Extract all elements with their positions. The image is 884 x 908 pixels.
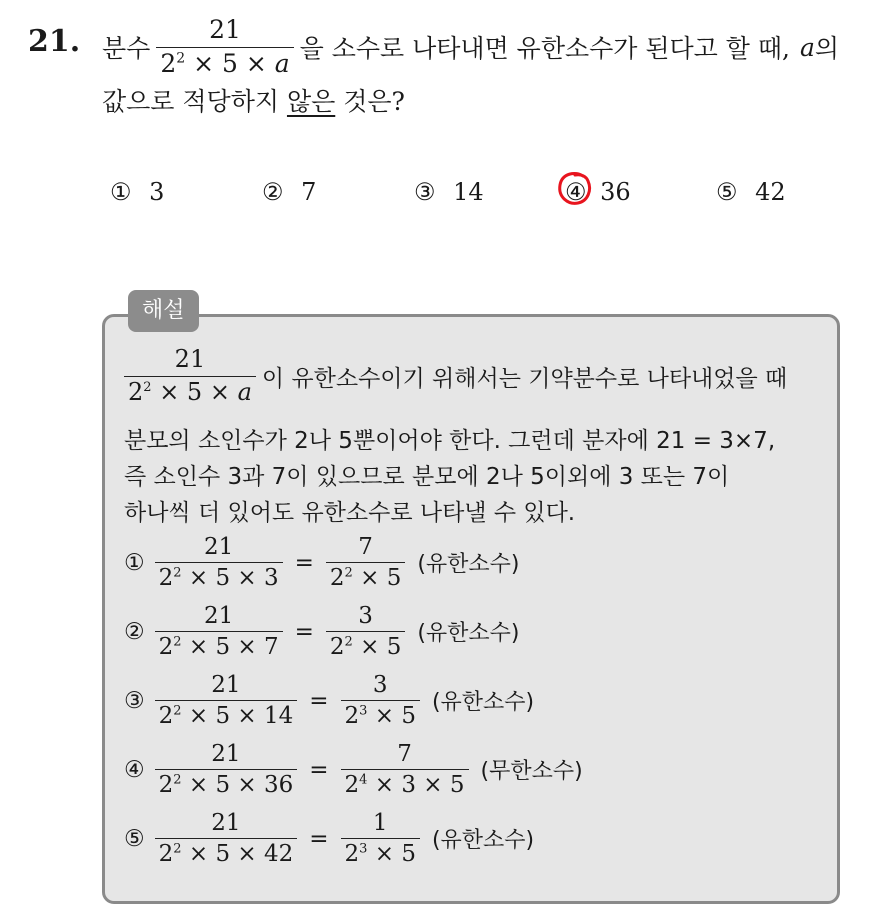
solution-row-1-result: (유한소수) (417, 552, 520, 578)
answer-circle-mark-icon (556, 170, 594, 208)
choice-1-value: 3 (149, 178, 165, 206)
choice-4-value: 36 (600, 178, 631, 206)
question-line-1 (102, 16, 839, 79)
solution-row-5-result-fraction: $\frac{1}{2^3 \times 5}$ (341, 810, 420, 868)
question-number: 21. (28, 24, 81, 59)
choice-3-label: ③ (414, 178, 436, 206)
question-fraction-denominator: $2^2 \times 5 \times a$ (156, 47, 293, 79)
question-fraction (156, 16, 293, 79)
solution-row-3-label: ③ (124, 687, 145, 714)
solution-row-1: ① $\frac{21}{2^2 \times 5 \times 3}$ = $\frac{7}{2^2 \times 5}$ (유한소수) (124, 534, 520, 592)
solution-row-2-result-fraction: $\frac{3}{2^2 \times 5}$ (326, 603, 405, 661)
solution-row-2: ② $\frac{21}{2^2 \times 5 \times 7}$ = $\frac{3}{2^2 \times 5}$ (유한소수) (124, 603, 520, 661)
solution-row-5-label: ⑤ (124, 825, 145, 852)
solution-row-2-result: (유한소수) (417, 621, 520, 647)
solution-row-4: ④ $\frac{21}{2^2 \times 5 \times 36}$ = $\frac{7}{2^4 \times 3 \times 5}$ (무한소수) (124, 741, 583, 799)
solution-row-5-fraction: $\frac{21}{2^2 \times 5 \times 42}$ (155, 810, 298, 868)
solution-row-1-fraction: $\frac{21}{2^2 \times 5 \times 3}$ (155, 534, 283, 592)
solution-row-5-result: (유한소수) (431, 828, 535, 854)
choice-1-label: ① (110, 178, 132, 206)
solution-row-4-result-fraction: $\frac{7}{2^4 \times 3 \times 5}$ (341, 741, 469, 799)
choice-4-label: ④ (565, 178, 587, 206)
question-variable: a (799, 32, 815, 62)
solution-text-4: 하나씩 더 있어도 유한소수로 나타낼 수 있다. (124, 500, 576, 526)
question-text-1-end: 의 (814, 34, 840, 64)
solution-text-1: 이 유한소수이기 위해서는 기약분수로 나타내었을 때 (261, 365, 788, 392)
question-fraction-numerator: 21 (209, 15, 241, 44)
solution-row-2-label: ② (124, 618, 145, 645)
solution-row-3: ③ $\frac{21}{2^2 \times 5 \times 14}$ = $\frac{3}{2^3 \times 5}$ (유한소수) (124, 672, 535, 730)
solution-lead-denominator: $2^2 \times 5 \times a$ (124, 376, 256, 407)
question-line-2 (102, 82, 405, 118)
solution-tag: 해설 (128, 290, 199, 332)
solution-text-2: 분모의 소인수가 2나 5뿐이어야 한다. 그런데 분자에 21 = 3×7, (124, 428, 776, 454)
solution-row-3-fraction: $\frac{21}{2^2 \times 5 \times 14}$ (155, 672, 298, 730)
choice-2-value: 7 (301, 178, 317, 206)
solution-row-5: ⑤ $\frac{21}{2^2 \times 5 \times 42}$ = $\frac{1}{2^3 \times 5}$ (유한소수) (124, 810, 535, 868)
solution-row-4-label: ④ (124, 756, 145, 783)
choice-2-label: ② (262, 178, 284, 206)
choice-3[interactable] (414, 178, 484, 206)
solution-row-1-result-fraction: $\frac{7}{2^2 \times 5}$ (326, 534, 405, 592)
solution-line-1 (124, 346, 787, 406)
solution-row-4-fraction: $\frac{21}{2^2 \times 5 \times 36}$ (155, 741, 298, 799)
choice-5-value: 42 (755, 178, 786, 206)
solution-row-3-result: (유한소수) (431, 690, 535, 716)
solution-row-4-result: (무한소수) (480, 759, 583, 785)
question-prefix: 분수 (102, 34, 151, 64)
solution-row-1-label: ① (124, 549, 145, 576)
solution-row-2-fraction: $\frac{21}{2^2 \times 5 \times 7}$ (155, 603, 283, 661)
question-text-2: 값으로 적당하지 (102, 87, 287, 116)
choice-5[interactable] (716, 178, 786, 206)
solution-text-3: 즉 소인수 3과 7이 있으므로 분모에 2나 5이외에 3 또는 7이 (124, 464, 730, 490)
question-text-1: 을 소수로 나타내면 유한소수가 된다고 할 때, (299, 34, 790, 64)
solution-lead-numerator: 21 (174, 345, 206, 373)
choice-1[interactable] (110, 178, 164, 206)
question-underlined-word: 않은 (286, 87, 336, 116)
question-text-2-end: 것은? (335, 87, 405, 116)
choice-5-label: ⑤ (716, 178, 738, 206)
choice-2[interactable] (262, 178, 316, 206)
solution-lead-fraction (124, 346, 256, 406)
choice-3-value: 14 (453, 178, 484, 206)
solution-row-3-result-fraction: $\frac{3}{2^3 \times 5}$ (341, 672, 420, 730)
